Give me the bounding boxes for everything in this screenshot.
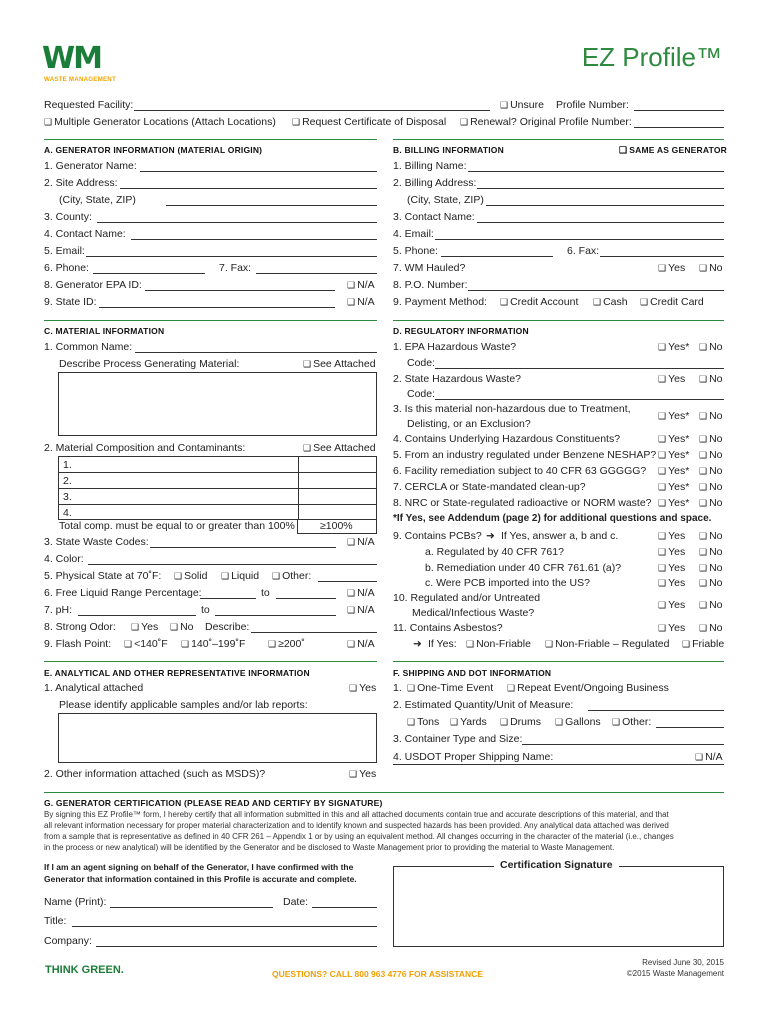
d-q11-arrow-icon: ➜ [413, 638, 422, 650]
d-q8-yes-checkbox[interactable]: ❑ Yes* [658, 497, 689, 509]
a-fax-label: 7. Fax: [219, 262, 252, 274]
c-process-textarea[interactable] [58, 372, 377, 436]
c-total-pct: ≥100% [320, 520, 353, 532]
f-repeat-checkbox[interactable]: ❑ Repeat Event/Ongoing Business [507, 682, 669, 694]
c-comp-row-2[interactable]: 2. [63, 475, 72, 487]
f-usdot-na-checkbox[interactable]: ❑ N/A [695, 751, 723, 763]
c-free-liquid-label: 6. Free Liquid Range Percentage: [44, 587, 202, 599]
d-q9a-label: a. Regulated by 40 CFR 761? [425, 546, 564, 558]
d-q1-code-label: Code: [407, 357, 436, 369]
d-q10-no-checkbox[interactable]: ❑ No [699, 599, 723, 611]
d-q3-no-checkbox[interactable]: ❑ No [699, 410, 723, 422]
c-flash-point-label: 9. Flash Point: [44, 638, 112, 650]
c-comp-row-1[interactable]: 1. [63, 459, 72, 471]
f-other-field[interactable] [656, 727, 724, 728]
d-q9-label: 9. Contains PCBs? [393, 530, 482, 542]
d-q2-yes-checkbox[interactable]: ❑ Yes [658, 373, 685, 385]
section-c-rule [44, 320, 377, 321]
d-q6-yes-checkbox[interactable]: ❑ Yes* [658, 465, 689, 477]
d-q4-label: 4. Contains Underlying Hazardous Constituents? [393, 433, 621, 445]
a-city-label: (City, State, ZIP) [59, 194, 136, 206]
d-q4-no-checkbox[interactable]: ❑ No [699, 433, 723, 445]
d-q11-yes-checkbox[interactable]: ❑ Yes [658, 622, 685, 634]
d-q10-label-2: Medical/Infectious Waste? [412, 607, 535, 619]
a-state-id-field[interactable] [99, 307, 335, 308]
c-odor-yes-checkbox[interactable]: ❑ Yes [131, 621, 158, 633]
g-company-label: Company: [44, 935, 92, 947]
d-q9c-no-checkbox[interactable]: ❑ No [699, 577, 723, 589]
g-title-field[interactable] [72, 926, 377, 927]
d-nonfriable-checkbox[interactable]: ❑ Non-Friable [466, 638, 531, 650]
d-q3-yes-checkbox[interactable]: ❑ Yes* [658, 410, 689, 422]
b-wm-hauled-label: 7. WM Hauled? [393, 262, 466, 274]
d-q4-yes-checkbox[interactable]: ❑ Yes* [658, 433, 689, 445]
request-certificate-checkbox[interactable]: ❑ Request Certificate of Disposal [292, 116, 446, 128]
b-hauled-yes-checkbox[interactable]: ❑ Yes [658, 262, 685, 274]
b-billing-name-label: 1. Billing Name: [393, 160, 467, 172]
section-d-rule [393, 320, 724, 321]
e-other-info-label: 2. Other information attached (such as MSDS)? [44, 768, 266, 780]
profile-number-label: Profile Number: [556, 99, 629, 111]
section-g-rule [44, 792, 724, 793]
a-phone-field[interactable] [93, 273, 205, 274]
c-color-field[interactable] [88, 564, 377, 565]
d-q10-yes-checkbox[interactable]: ❑ Yes [658, 599, 685, 611]
b-billing-address-field[interactable] [477, 188, 724, 189]
d-q7-no-checkbox[interactable]: ❑ No [699, 481, 723, 493]
profile-number-field[interactable] [634, 110, 724, 111]
page-title: EZ Profile™ [581, 42, 722, 72]
d-q9-instruction: If Yes, answer a, b and c. [501, 530, 619, 542]
f-quantity-label: 2. Estimated Quantity/Unit of Measure: [393, 699, 574, 711]
b-email-field[interactable] [435, 239, 724, 240]
f-container-field[interactable] [522, 744, 724, 745]
section-g-title: G. GENERATOR CERTIFICATION (PLEASE READ AND CERTIFY BY SIGNATURE) [44, 798, 383, 808]
f-gallons-checkbox[interactable]: ❑ Gallons [555, 716, 601, 728]
c-other-checkbox[interactable]: ❑ Other: [272, 570, 311, 582]
c-fp-lt140-checkbox[interactable]: ❑ <140˚F [124, 638, 168, 650]
e-analytical-label: 1. Analytical attached [44, 682, 144, 694]
f-one-time-checkbox[interactable]: ❑ One-Time Event [407, 682, 493, 694]
a-phone-label: 6. Phone: [44, 262, 89, 274]
c-free-liquid-na-checkbox[interactable]: ❑ N/A [347, 587, 375, 599]
a-city-field[interactable] [166, 205, 377, 206]
d-q2-code-label: Code: [407, 388, 436, 400]
d-q8-no-checkbox[interactable]: ❑ No [699, 497, 723, 509]
f-container-label: 3. Container Type and Size: [393, 733, 523, 745]
c-total-label: Total comp. must be equal to or greater than 100% [59, 520, 295, 532]
b-city-field[interactable] [486, 205, 724, 206]
c-solid-checkbox[interactable]: ❑ Solid [174, 570, 207, 582]
footer-revised: Revised June 30, 2015 [642, 958, 724, 967]
section-d-title: D. REGULATORY INFORMATION [393, 326, 529, 336]
b-fax-label: 6. Fax: [567, 245, 600, 257]
d-q6-no-checkbox[interactable]: ❑ No [699, 465, 723, 477]
same-as-generator-checkbox[interactable]: ❑ SAME AS GENERATOR [619, 145, 727, 156]
think-green-logo: THINK GREEN. [45, 964, 124, 976]
f-drums-checkbox[interactable]: ❑ Drums [500, 716, 541, 728]
g-agent-text-1: If I am an agent signing on behalf of the Generator, I have confirmed with the [44, 862, 354, 872]
c-state-waste-field[interactable] [150, 547, 336, 548]
d-q1-no-checkbox[interactable]: ❑ No [699, 341, 723, 353]
b-phone-field[interactable] [441, 256, 553, 257]
c-describe-odor-label: Describe: [205, 621, 250, 633]
d-q6-label: 6. Facility remediation subject to 40 CFR 63 GGGGG? [393, 465, 647, 477]
f-usdot-label: 4. USDOT Proper Shipping Name: [393, 751, 554, 763]
c-comp-row-4[interactable]: 4. [63, 507, 72, 519]
b-billing-address-label: 2. Billing Address: [393, 177, 477, 189]
a-epa-id-label: 8. Generator EPA ID: [44, 279, 142, 291]
b-credit-account-checkbox[interactable]: ❑ Credit Account [500, 296, 578, 308]
c-free-liquid-to: to [261, 587, 270, 599]
e-analytical-yes-checkbox[interactable]: ❑ Yes [349, 682, 376, 694]
g-title-label: Title: [44, 915, 67, 927]
c-describe-see-attached-checkbox[interactable]: ❑ See Attached [303, 358, 376, 370]
d-q9a-yes-checkbox[interactable]: ❑ Yes [658, 546, 685, 558]
d-friable-checkbox[interactable]: ❑ Friable [682, 638, 724, 650]
c-common-name-label: 1. Common Name: [44, 341, 133, 353]
c-composition-see-attached-checkbox[interactable]: ❑ See Attached [303, 442, 376, 454]
a-county-field[interactable] [97, 222, 377, 223]
d-q3-label: 3. Is this material non-hazardous due to Treatment, [393, 403, 631, 415]
d-q9-arrow-icon: ➜ [486, 530, 495, 542]
c-describe-odor-field[interactable] [251, 632, 377, 633]
g-company-field[interactable] [96, 946, 377, 947]
b-cash-checkbox[interactable]: ❑ Cash [593, 296, 628, 308]
g-agent-text-2: Generator that information contained in this Profile is accurate and complete. [44, 874, 357, 884]
a-contact-label: 4. Contact Name: [44, 228, 126, 240]
a-fax-field[interactable] [256, 273, 377, 274]
d-q5-yes-checkbox[interactable]: ❑ Yes* [658, 449, 689, 461]
section-f-title: F. SHIPPING AND DOT INFORMATION [393, 668, 552, 678]
d-q7-label: 7. CERCLA or State-mandated clean-up? [393, 481, 586, 493]
d-q2-no-checkbox[interactable]: ❑ No [699, 373, 723, 385]
g-cert-text-2: all relevant information necessary for proper material characterization and to identify known and suspected hazards has been provided. Any analytical data attached was derived [44, 821, 669, 830]
d-q9b-yes-checkbox[interactable]: ❑ Yes [658, 562, 685, 574]
g-name-label: Name (Print): [44, 896, 107, 908]
f-usdot-field[interactable] [393, 764, 724, 765]
requested-facility-label: Requested Facility: [44, 99, 134, 111]
b-po-field[interactable] [468, 290, 724, 291]
logo-subtitle: WASTE MANAGEMENT [44, 76, 116, 83]
g-name-field[interactable] [110, 907, 273, 908]
c-ph-to-field[interactable] [215, 615, 336, 616]
d-q11-label: 11. Contains Asbestos? [393, 622, 503, 634]
a-epa-id-field[interactable] [145, 290, 335, 291]
c-odor-no-checkbox[interactable]: ❑ No [170, 621, 194, 633]
g-cert-text-4: in the process or new analytical) will be identified by the Generator and be disclosed to Waste Management prior to providing the material to Waste Management. [44, 843, 615, 852]
a-email-label: 5. Email: [44, 245, 85, 257]
g-signature-label: Certification Signature [494, 859, 619, 871]
d-q9b-label: b. Remediation under 40 CFR 761.61 (a)? [425, 562, 622, 574]
d-q2-label: 2. State Hazardous Waste? [393, 373, 522, 385]
c-fp-na-checkbox[interactable]: ❑ N/A [347, 638, 375, 650]
c-describe-label: Describe Process Generating Material: [59, 358, 240, 370]
a-state-id-label: 9. State ID: [44, 296, 97, 308]
c-composition-table [58, 456, 377, 520]
d-q9a-no-checkbox[interactable]: ❑ No [699, 546, 723, 558]
a-site-address-label: 2. Site Address: [44, 177, 118, 189]
section-a-title: A. GENERATOR INFORMATION (MATERIAL ORIGIN) [44, 145, 263, 155]
c-ph-to: to [201, 604, 210, 616]
section-e-title: E. ANALYTICAL AND OTHER REPRESENTATIVE INFORMATION [44, 668, 310, 678]
e-other-yes-checkbox[interactable]: ❑ Yes [349, 768, 376, 780]
section-b-title: B. BILLING INFORMATION [393, 145, 504, 155]
a-contact-field[interactable] [131, 239, 377, 240]
e-samples-textarea[interactable] [58, 713, 377, 763]
renewal-checkbox[interactable]: ❑ Renewal? Original Profile Number: [460, 116, 632, 128]
footer-copyright: ©2015 Waste Management [626, 969, 724, 978]
d-q9b-no-checkbox[interactable]: ❑ No [699, 562, 723, 574]
d-nonfriable-regulated-checkbox[interactable]: ❑ Non-Friable – Regulated [545, 638, 669, 650]
a-email-field[interactable] [86, 256, 377, 257]
original-profile-field[interactable] [634, 127, 724, 128]
c-ph-na-checkbox[interactable]: ❑ N/A [347, 604, 375, 616]
c-fp-140-199-checkbox[interactable]: ❑ 140˚–199˚F [181, 638, 245, 650]
section-a-rule [44, 139, 377, 140]
c-free-liquid-to-field[interactable] [276, 598, 336, 599]
c-composition-label: 2. Material Composition and Contaminants: [44, 442, 246, 454]
b-email-label: 4. Email: [393, 228, 434, 240]
c-strong-odor-label: 8. Strong Odor: [44, 621, 116, 633]
d-q9c-label: c. Were PCB imported into the US? [425, 577, 590, 589]
c-free-liquid-from[interactable] [200, 598, 256, 599]
wm-logo: WM [42, 41, 101, 76]
g-cert-text-3: from a sample that is representative as defined in 40 CFR 261 – Appendix 1 or by using an equivalent method. All changes occurring in the character of the material (i.e., changes [44, 832, 674, 841]
e-identify-label: Please identify applicable samples and/or lab reports: [59, 699, 308, 711]
c-fp-ge200-checkbox[interactable]: ❑ ≥200˚ [268, 638, 305, 650]
g-date-label: Date: [283, 896, 309, 908]
unsure-checkbox[interactable]: ❑ Unsure [500, 99, 544, 111]
c-state-waste-label: 3. State Waste Codes: [44, 536, 149, 548]
b-fax-field[interactable] [600, 256, 724, 257]
d-q1-yes-checkbox[interactable]: ❑ Yes* [658, 341, 689, 353]
d-q1-label: 1. EPA Hazardous Waste? [393, 341, 517, 353]
f-quantity-field[interactable] [588, 710, 724, 711]
b-payment-label: 9. Payment Method: [393, 296, 487, 308]
b-po-label: 8. P.O. Number: [393, 279, 468, 291]
f-other-checkbox[interactable]: ❑ Other: [612, 716, 651, 728]
section-e-rule [44, 661, 377, 662]
d-addendum-note: *If Yes, see Addendum (page 2) for additional questions and space. [393, 513, 712, 524]
b-hauled-no-checkbox[interactable]: ❑ No [699, 262, 723, 274]
d-q1-code-field[interactable] [435, 368, 724, 369]
section-f-rule [393, 661, 724, 662]
a-generator-name-field[interactable] [140, 171, 377, 172]
c-state-waste-na-checkbox[interactable]: ❑ N/A [347, 536, 375, 548]
c-ph-from[interactable] [78, 615, 196, 616]
c-liquid-checkbox[interactable]: ❑ Liquid [221, 570, 259, 582]
g-date-field[interactable] [312, 907, 377, 908]
d-q8-label: 8. NRC or State-regulated radioactive or NORM waste? [393, 497, 652, 509]
f-1-label: 1. [393, 682, 402, 694]
c-comp-row-3[interactable]: 3. [63, 491, 72, 503]
g-cert-text-1: By signing this EZ Profile™ form, I hereby certify that all information submitted in this and all attached documents contain true and accurate descriptions of this material, and that [44, 810, 669, 819]
d-q3-label-2: Delisting, or an Exclusion? [407, 418, 531, 430]
section-b-rule [393, 139, 724, 140]
d-q10-label: 10. Regulated and/or Untreated [393, 592, 541, 604]
a-epa-na-checkbox[interactable]: ❑ N/A [347, 279, 375, 291]
c-ph-label: 7. pH: [44, 604, 73, 616]
multiple-generator-checkbox[interactable]: ❑ Multiple Generator Locations (Attach Locations) [44, 116, 276, 128]
a-county-label: 3. County: [44, 211, 92, 223]
d-q5-no-checkbox[interactable]: ❑ No [699, 449, 723, 461]
d-q5-label: 5. From an industry regulated under Benzene NESHAP? [393, 449, 657, 461]
d-q9-yes-checkbox[interactable]: ❑ Yes [658, 530, 685, 542]
b-contact-label: 3. Contact Name: [393, 211, 475, 223]
a-site-address-field[interactable] [120, 188, 377, 189]
b-city-label: (City, State, ZIP) [407, 194, 484, 206]
a-generator-name-label: 1. Generator Name: [44, 160, 137, 172]
footer-questions: QUESTIONS? CALL 800 963 4776 FOR ASSISTANCE [272, 969, 483, 979]
b-phone-label: 5. Phone: [393, 245, 438, 257]
c-common-name-field[interactable] [135, 352, 377, 353]
d-q9-no-checkbox[interactable]: ❑ No [699, 530, 723, 542]
d-q9c-yes-checkbox[interactable]: ❑ Yes [658, 577, 685, 589]
b-contact-field[interactable] [477, 222, 724, 223]
d-q11-no-checkbox[interactable]: ❑ No [699, 622, 723, 634]
g-signature-box[interactable] [393, 866, 724, 947]
d-q11-if-yes: If Yes: [428, 638, 457, 650]
d-q7-yes-checkbox[interactable]: ❑ Yes* [658, 481, 689, 493]
d-q2-code-field[interactable] [435, 399, 724, 400]
c-other-field[interactable] [318, 581, 377, 582]
c-color-label: 4. Color: [44, 553, 84, 565]
requested-facility-field[interactable] [134, 110, 490, 111]
section-c-title: C. MATERIAL INFORMATION [44, 326, 165, 336]
f-tons-checkbox[interactable]: ❑ Tons [407, 716, 439, 728]
c-physical-state-label: 5. Physical State at 70˚F: [44, 570, 162, 582]
b-billing-name-field[interactable] [468, 171, 724, 172]
b-credit-card-checkbox[interactable]: ❑ Credit Card [640, 296, 704, 308]
a-state-na-checkbox[interactable]: ❑ N/A [347, 296, 375, 308]
f-yards-checkbox[interactable]: ❑ Yards [450, 716, 487, 728]
